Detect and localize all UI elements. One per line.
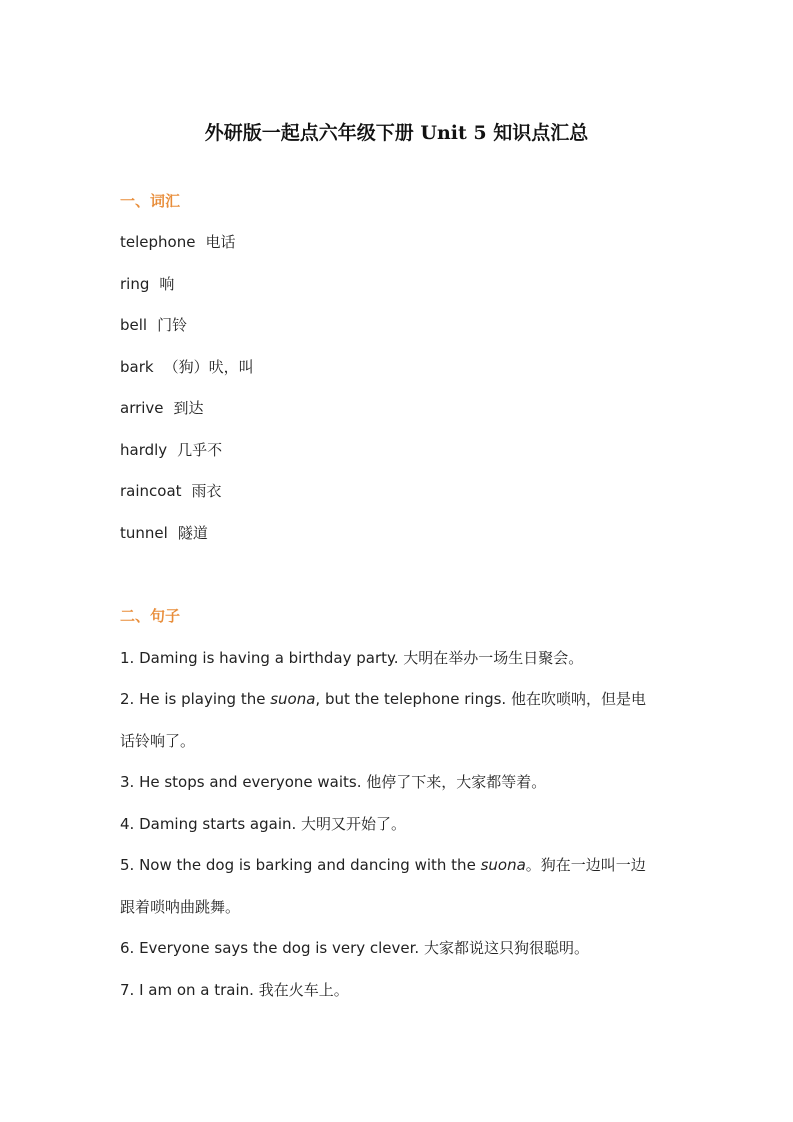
vocab-chinese: 隧道 — [177, 524, 208, 542]
vocab-item — [120, 315, 680, 335]
sentence-4: 4. Daming starts again. 大明又开始了。 — [120, 815, 407, 833]
vocab-chinese: 响 — [159, 275, 175, 293]
vocab-english: arrive — [120, 399, 164, 417]
sentence-2-part-a: 2. He is playing the — [120, 690, 271, 708]
vocab-chinese: 电话 — [205, 233, 236, 251]
vocab-chinese: 雨衣 — [191, 482, 222, 500]
vocab-english: bell — [120, 316, 148, 334]
sentence-5-part-a: 5. Now the dog is barking and dancing with the — [120, 856, 481, 874]
section-heading-sentences: 二、句子 — [120, 607, 181, 625]
vocab-item — [120, 274, 680, 294]
vocab-item — [120, 398, 680, 418]
vocab-english: raincoat — [120, 482, 182, 500]
vocab-item — [120, 440, 680, 460]
vocab-chinese: 几乎不 — [177, 441, 223, 459]
vocab-item — [120, 481, 680, 501]
vocab-english: hardly — [120, 441, 168, 459]
sentence-6: 6. Everyone says the dog is very clever. 大家都说这只狗很聪明。 — [120, 939, 589, 957]
vocab-chinese: （狗）吠，叫 — [163, 358, 254, 376]
vocab-english: tunnel — [120, 524, 168, 542]
document-title: 外研版一起点六年级下册 Unit 5 知识点汇总 — [204, 122, 589, 144]
vocab-english: telephone — [120, 233, 196, 251]
sentence-7: 7. I am on a train. 我在火车上。 — [120, 981, 349, 999]
sentence-2-line-2: 话铃响了。 — [120, 732, 196, 750]
sentence-2-italic: suona — [270, 690, 316, 708]
sentence-1: 1. Daming is having a birthday party. 大明在举办一场生日聚会。 — [120, 649, 584, 667]
sentence-3: 3. He stops and everyone waits. 他停了下来，大家都等着。 — [120, 773, 547, 791]
vocab-chinese: 到达 — [173, 399, 204, 417]
vocab-english: bark — [120, 358, 154, 376]
section-heading-vocabulary: 一、词汇 — [120, 192, 181, 210]
vocab-chinese: 门铃 — [157, 316, 188, 334]
vocab-item — [120, 523, 680, 543]
sentence-5-line-2: 跟着唢呐曲跳舞。 — [120, 898, 241, 916]
vocab-item — [120, 232, 680, 252]
vocab-english: ring — [120, 275, 150, 293]
vocab-item — [120, 357, 680, 377]
sentence-5-line-1 — [120, 855, 680, 875]
sentence-2-line-1 — [120, 689, 680, 709]
sentence-2-part-b: , but the telephone rings. 他在吹唢呐，但是电 — [315, 690, 646, 708]
sentence-5-part-b: 。狗在一边叫一边 — [525, 856, 646, 874]
sentence-5-italic: suona — [480, 856, 526, 874]
